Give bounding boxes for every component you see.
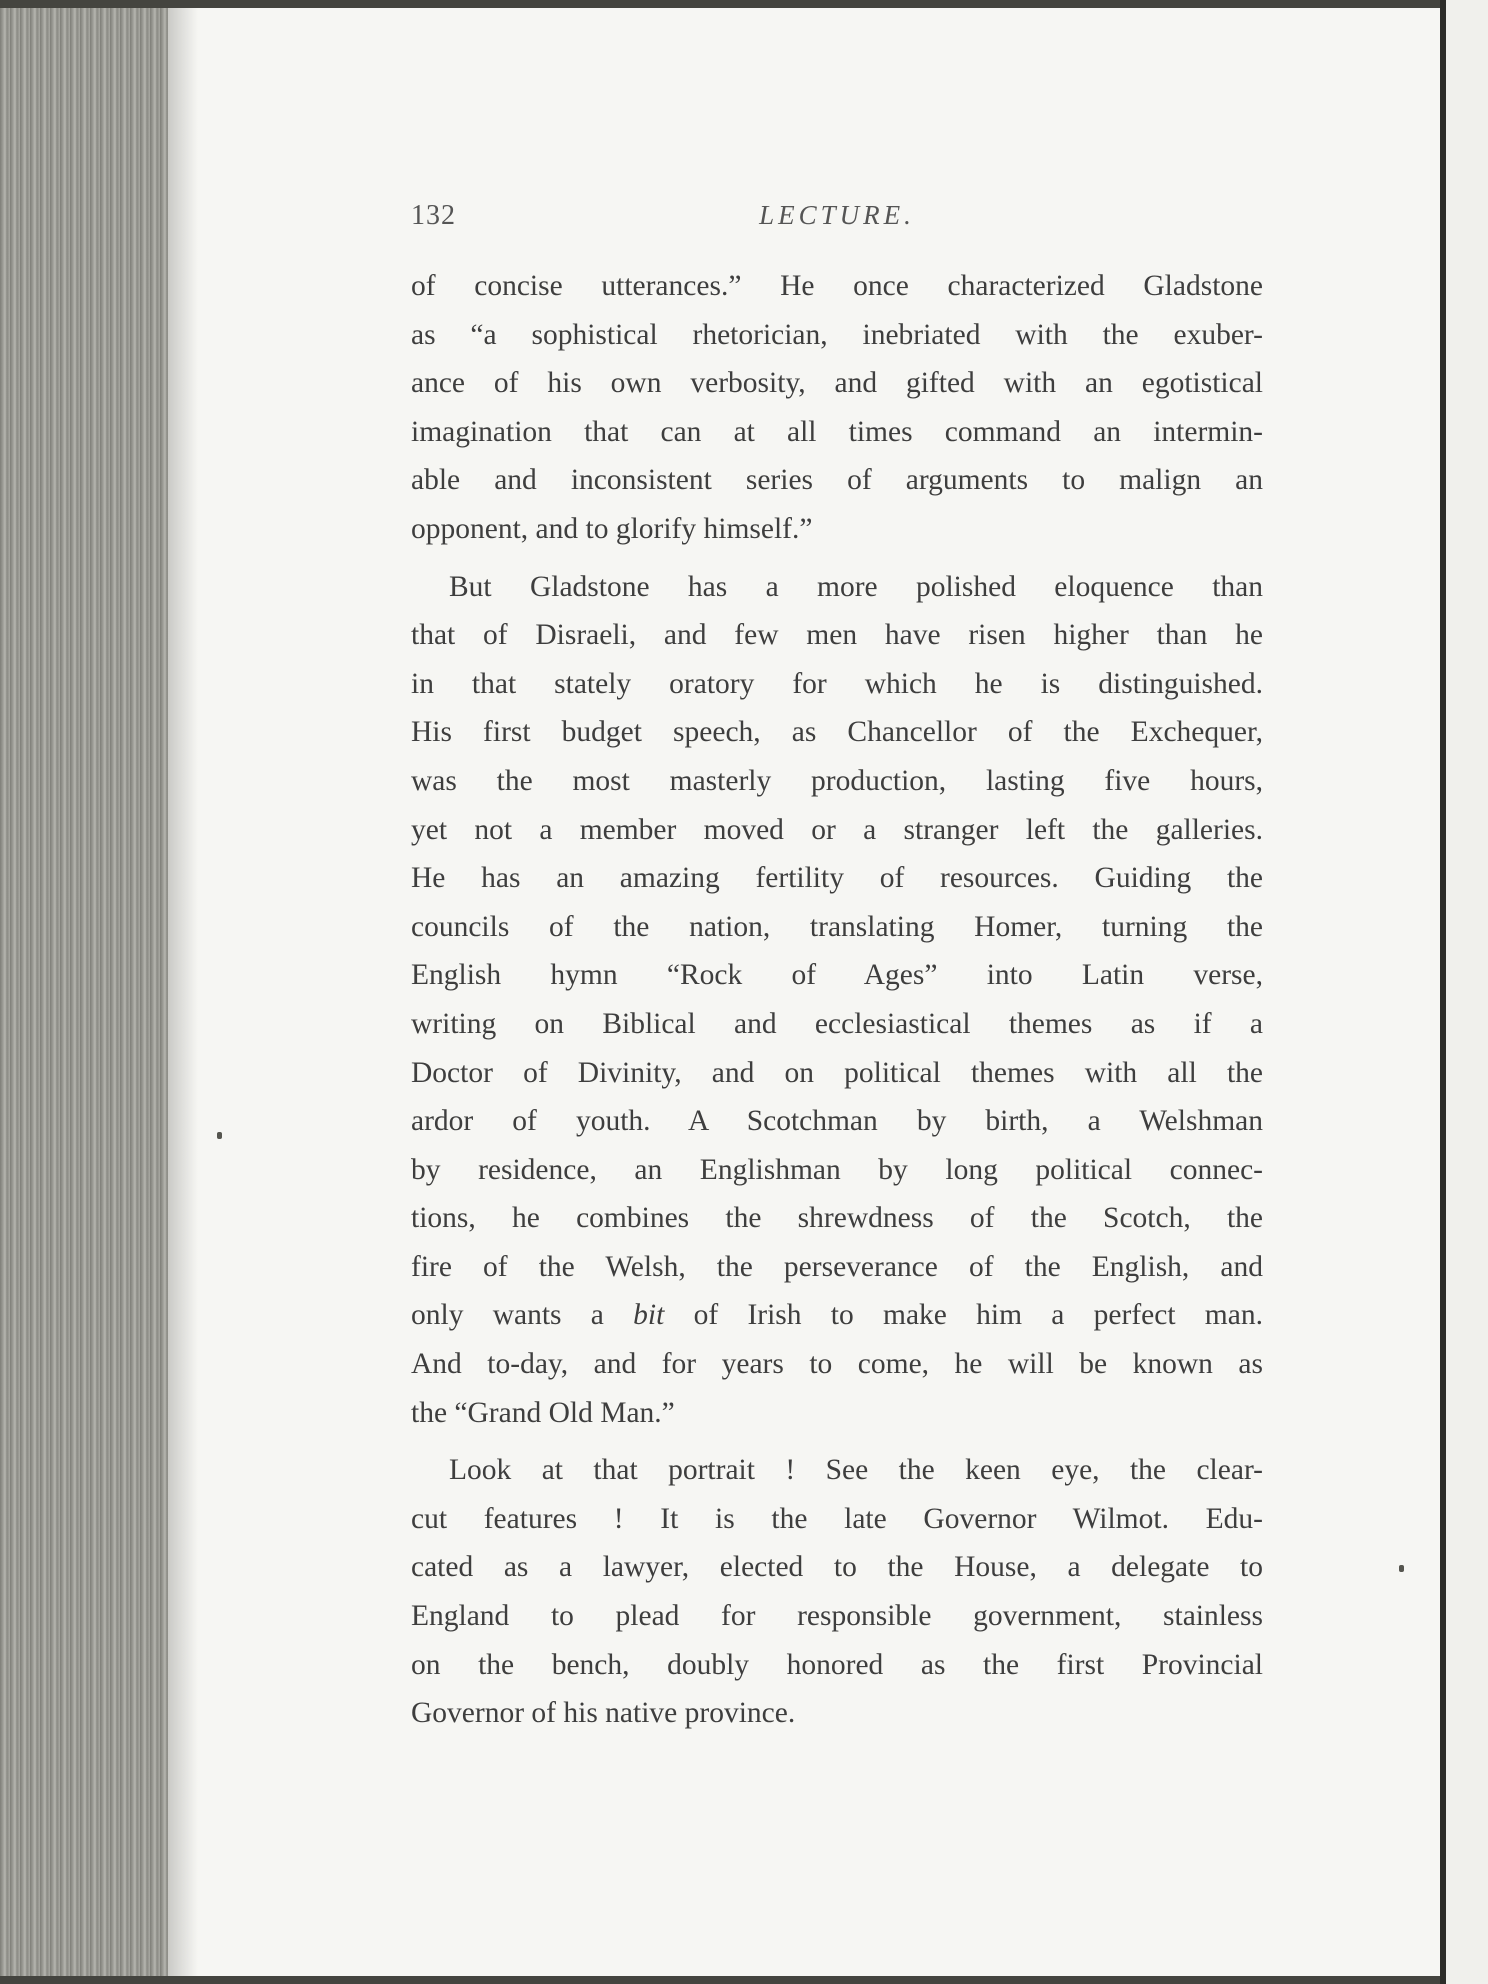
text-line: Doctor of Divinity, and on political themes with all the xyxy=(411,1056,1263,1089)
text-line: able and inconsistent series of arguments to malign an xyxy=(411,464,1263,497)
text-line: ardor of youth. A Scotchman by birth, a Welshman xyxy=(411,1105,1263,1138)
text-line: that of Disraeli, and few men have risen higher than he xyxy=(411,619,1263,652)
text-line: by residence, an Englishman by long political connec- xyxy=(411,1153,1263,1186)
text-line: He has an amazing fertility of resources. Guiding the xyxy=(411,862,1263,895)
text-line: Governor of his native province. xyxy=(411,1697,796,1730)
text-line: of concise utterances.” He once characterized Gladstone xyxy=(411,270,1263,302)
text-line: English hymn “Rock of Ages” into Latin verse, xyxy=(411,959,1263,992)
text-line: in that stately oratory for which he is distinguished. xyxy=(411,667,1263,700)
text-line: opponent, and to glorify himself.” xyxy=(411,512,813,545)
text-line: cated as a lawyer, elected to the House, a delegate to xyxy=(411,1551,1263,1584)
text-line: England to plead for responsible government, stainless xyxy=(411,1600,1263,1633)
italic-word: bit xyxy=(633,1299,665,1332)
book-page-edges xyxy=(0,8,170,1976)
text-line: imagination that can at all times command an intermin- xyxy=(411,415,1263,448)
text-line: fire of the Welsh, the perseverance of the English, and xyxy=(411,1250,1263,1283)
page-number: 132 xyxy=(411,200,456,231)
text-line: Look at that portrait ! See the keen eye, the clear- xyxy=(449,1454,1263,1487)
text-line: councils of the nation, translating Homer, turning the xyxy=(411,910,1263,943)
text-line: the “Grand Old Man.” xyxy=(411,1396,675,1429)
text-line: on the bench, doubly honored as the first Provincial xyxy=(411,1648,1263,1681)
facing-page-edge xyxy=(1440,0,1488,1984)
dust-speck xyxy=(217,1132,222,1139)
text-line: as “a sophistical rhetorician, inebriated with the exuber- xyxy=(411,318,1263,351)
text-line: yet not a member moved or a stranger left the galleries. xyxy=(411,813,1263,846)
text-line: tions, he combines the shrewdness of the Scotch, the xyxy=(411,1202,1263,1235)
text-line: His first budget speech, as Chancellor of the Exchequer, xyxy=(411,716,1263,749)
text-line: only wants a bit of Irish to make him a perfect man. xyxy=(411,1299,1263,1332)
text-line: ance of his own verbosity, and gifted with an egotistical xyxy=(411,367,1263,400)
running-head: LECTURE. xyxy=(759,200,915,230)
text-line: But Gladstone has a more polished eloquence than xyxy=(449,570,1263,603)
text-line: cut features ! It is the late Governor Wilmot. Edu- xyxy=(411,1502,1263,1535)
text-line: writing on Biblical and ecclesiastical themes as if a xyxy=(411,1007,1263,1040)
body-text xyxy=(411,262,1263,1738)
text-line: was the most masterly production, lasting five hours, xyxy=(411,764,1263,797)
text-line: And to-day, and for years to come, he will be known as xyxy=(411,1348,1263,1381)
dust-speck xyxy=(1399,1565,1404,1572)
page-header xyxy=(411,200,1263,236)
